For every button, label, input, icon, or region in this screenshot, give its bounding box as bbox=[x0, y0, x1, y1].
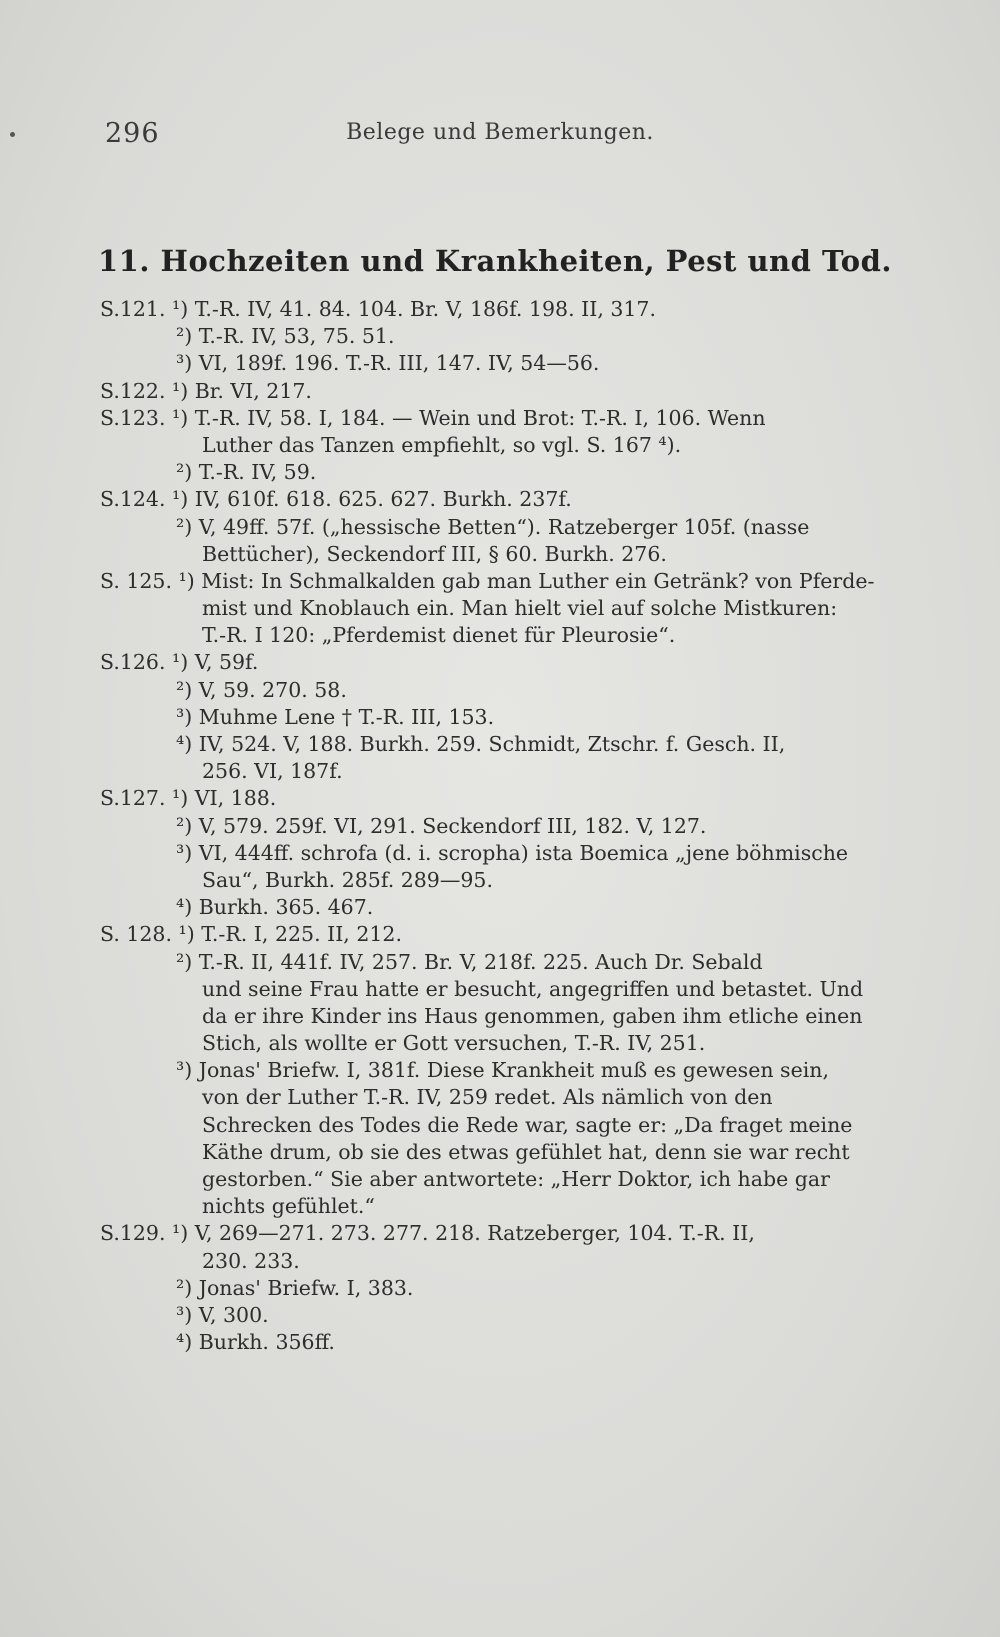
note-line: ³) V, 300. bbox=[176, 1302, 269, 1327]
note-line: S. 125. ¹) Mist: In Schmalkalden gab man Luther ein Getränk? von Pferde- bbox=[100, 568, 875, 593]
note-line: ⁴) IV, 524. V, 188. Burkh. 259. Schmidt, Ztschr. f. Gesch. II, bbox=[176, 732, 786, 756]
note-line: und seine Frau hatte er besucht, angegriffen und betastet. Und bbox=[202, 976, 864, 1001]
note-line: ²) V, 49ff. 57f. („hessische Betten“). Ratzeberger 105f. (nasse bbox=[176, 514, 810, 539]
note-line: Bettücher), Seckendorf III, § 60. Burkh. 276. bbox=[202, 541, 667, 566]
note-line: S.124. ¹) IV, 610f. 618. 625. 627. Burkh. 237f. bbox=[100, 487, 572, 512]
note-line: ³) VI, 189f. 196. T.-R. III, 147. IV, 54—56. bbox=[176, 351, 600, 376]
note-line: S.126. ¹) V, 59f. bbox=[100, 650, 259, 675]
note-line: Käthe drum, ob sie des etwas gefühlet hat, denn sie war recht bbox=[202, 1139, 850, 1164]
note-line: Sau“, Burkh. 285f. 289—95. bbox=[202, 867, 493, 892]
section-title: 11. Hochzeiten und Krankheiten, Pest und Tod. bbox=[98, 244, 892, 278]
note-line: ³) Muhme Lene † T.-R. III, 153. bbox=[176, 704, 495, 729]
note-line: ²) T.-R. II, 441f. IV, 257. Br. V, 218f. 225. Auch Dr. Sebald bbox=[176, 949, 763, 974]
note-line: ²) T.-R. IV, 53, 75. 51. bbox=[176, 324, 395, 349]
note-line: gestorben.“ Sie aber antwortete: „Herr Doktor, ich habe gar bbox=[202, 1167, 830, 1191]
note-line: T.-R. I 120: „Pferdemist dienet für Pleurosie“. bbox=[202, 623, 676, 648]
note-line: mist und Knoblauch ein. Man hielt viel auf solche Mistkuren: bbox=[202, 596, 838, 621]
note-line: 256. VI, 187f. bbox=[202, 759, 343, 784]
note-line: nichts gefühlet.“ bbox=[202, 1194, 375, 1219]
note-line: S.121. ¹) T.-R. IV, 41. 84. 104. Br. V, 186f. 198. II, 317. bbox=[100, 297, 656, 321]
note-line: Luther das Tanzen empfiehlt, so vgl. S. 167 ⁴). bbox=[202, 432, 682, 457]
note-line: ²) V, 579. 259f. VI, 291. Seckendorf III, 182. V, 127. bbox=[176, 813, 707, 838]
note-line: Schrecken des Todes die Rede war, sagte er: „Da fraget meine bbox=[202, 1112, 853, 1137]
note-line: S.129. ¹) V, 269—271. 273. 277. 218. Ratzeberger, 104. T.-R. II, bbox=[100, 1221, 755, 1246]
note-line: ³) Jonas' Briefw. I, 381f. Diese Krankheit muß es gewesen sein, bbox=[176, 1058, 829, 1083]
margin-mark bbox=[10, 132, 15, 137]
note-line: ²) Jonas' Briefw. I, 383. bbox=[176, 1275, 414, 1300]
running-head: Belege und Bemerkungen. bbox=[346, 120, 654, 145]
note-line: S.123. ¹) T.-R. IV, 58. I, 184. — Wein und Brot: T.-R. I, 106. Wenn bbox=[100, 405, 766, 430]
note-line: ⁴) Burkh. 356ff. bbox=[176, 1330, 335, 1355]
note-line: S.127. ¹) VI, 188. bbox=[100, 786, 277, 811]
note-line: S. 128. ¹) T.-R. I, 225. II, 212. bbox=[100, 922, 402, 947]
note-line: ⁴) Burkh. 365. 467. bbox=[176, 895, 374, 920]
note-line: da er ihre Kinder ins Haus genommen, gaben ihm etliche einen bbox=[202, 1003, 863, 1028]
note-line: ³) VI, 444ff. schrofa (d. i. scropha) ista Boemica „jene böhmische bbox=[176, 840, 849, 865]
note-line: von der Luther T.-R. IV, 259 redet. Als nämlich von den bbox=[202, 1085, 773, 1110]
note-line: S.122. ¹) Br. VI, 217. bbox=[100, 378, 312, 403]
notes-list bbox=[100, 296, 900, 1356]
page-number: 296 bbox=[105, 118, 160, 149]
page-header bbox=[105, 118, 895, 158]
note-line: ²) T.-R. IV, 59. bbox=[176, 460, 317, 485]
note-line: 230. 233. bbox=[202, 1248, 300, 1273]
note-line: Stich, als wollte er Gott versuchen, T.-R. IV, 251. bbox=[202, 1031, 706, 1056]
note-line: ²) V, 59. 270. 58. bbox=[176, 677, 347, 702]
